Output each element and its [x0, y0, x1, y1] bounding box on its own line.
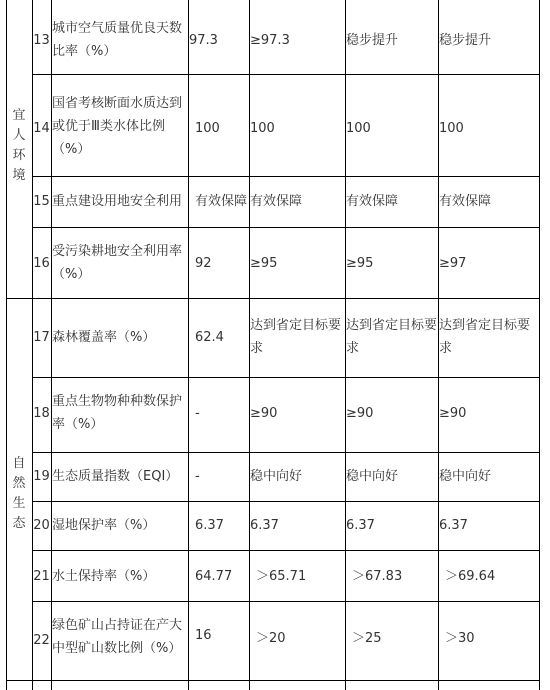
indicator-name	[52, 514, 202, 537]
indicator-name-line: 中型矿山数比例（%）	[52, 641, 182, 656]
category-char: 态	[12, 516, 26, 531]
row-number: 22	[33, 633, 50, 648]
category-char: 宜	[12, 108, 26, 123]
row-number: 18	[33, 406, 50, 421]
target-value-2: 100	[346, 121, 371, 136]
row-number: 15	[33, 194, 50, 209]
indicator-name-line: 国省考核断面水质达到	[52, 96, 183, 111]
indicator-name-line: （%）	[52, 267, 91, 282]
row-number: 17	[33, 330, 50, 345]
baseline-value: 64.77	[195, 569, 233, 584]
row-number: 21	[33, 569, 50, 584]
indicator-table	[6, 0, 540, 690]
target-value-2: ＞67.83	[352, 569, 403, 584]
indicator-name	[52, 565, 202, 588]
target-value-2: 稳中向好	[346, 469, 399, 484]
target-value-1: 达到省定目标要求	[250, 318, 342, 356]
grid-line	[32, 452, 540, 453]
indicator-name-line: 绿色矿山占持证在产大	[52, 618, 183, 633]
target-value-3: 稳步提升	[439, 33, 492, 48]
row-number: 16	[33, 256, 50, 271]
indicator-name	[52, 390, 202, 436]
indicator-name-line: 湿地保护率（%）	[52, 518, 156, 533]
indicator-name-line: 生态质量指数（EQI）	[52, 469, 179, 484]
grid-line	[32, 377, 540, 378]
indicator-name	[52, 326, 202, 349]
grid-line	[6, 298, 540, 299]
target-value-1: ＞65.71	[256, 569, 307, 584]
indicator-name	[52, 614, 202, 660]
grid-line	[6, 680, 540, 681]
target-value-3: ≥97	[439, 256, 467, 271]
baseline-value: 92	[195, 256, 212, 271]
category-char: 自	[12, 456, 26, 471]
indicator-name-line: 受污染耕地安全利用率	[52, 244, 183, 259]
target-value-2: 达到省定目标要求	[346, 318, 438, 356]
target-value-1: 100	[250, 121, 275, 136]
category-char: 生	[12, 496, 26, 511]
target-value-3: ＞30	[445, 631, 475, 646]
category-livable	[11, 106, 27, 186]
indicator-name-line: （%）	[52, 142, 91, 157]
target-value-2: 6.37	[346, 518, 375, 533]
baseline-value: 100	[195, 121, 220, 136]
target-value-3: 6.37	[439, 518, 468, 533]
grid-line	[32, 176, 540, 177]
baseline-value: 有效保障	[195, 194, 248, 209]
baseline-value: -	[195, 469, 200, 484]
baseline-value: 62.4	[195, 330, 224, 345]
target-value-2: 有效保障	[346, 194, 399, 209]
indicator-name-line: 或优于Ⅲ类水体比例	[52, 119, 165, 134]
target-value-1: 稳中向好	[250, 469, 303, 484]
baseline-value: 16	[195, 628, 212, 643]
target-value-2: ≥90	[346, 406, 374, 421]
indicator-name	[52, 92, 202, 161]
target-value-1: ≥97.3	[250, 33, 290, 48]
target-value-3: 达到省定目标要求	[439, 318, 531, 356]
target-value-3: 稳中向好	[439, 469, 492, 484]
row-number: 14	[33, 121, 50, 136]
target-value-1: 有效保障	[250, 194, 303, 209]
target-value-3: 有效保障	[439, 194, 492, 209]
category-char: 环	[12, 148, 26, 163]
indicator-name-line: 比率（%）	[52, 44, 117, 59]
target-value-3: ＞69.64	[445, 569, 496, 584]
grid-line	[6, 0, 7, 690]
baseline-value: 97.3	[189, 33, 218, 48]
grid-line	[32, 550, 540, 551]
category-char: 境	[12, 168, 26, 183]
grid-line	[32, 501, 540, 502]
target-value-1: ≥90	[250, 406, 278, 421]
indicator-name	[52, 240, 202, 286]
indicator-name	[52, 17, 202, 63]
grid-line	[32, 74, 540, 75]
indicator-name	[52, 190, 202, 213]
grid-line	[539, 0, 540, 690]
indicator-name-line: 城市空气质量优良天数	[52, 21, 183, 36]
target-value-3: 100	[439, 121, 464, 136]
target-value-2: 稳步提升	[346, 33, 399, 48]
indicator-name-line: 率（%）	[52, 417, 104, 432]
indicator-name-line: 重点生物物种种数保护	[52, 394, 183, 409]
target-value-1: ≥95	[250, 256, 278, 271]
indicator-name-line: 森林覆盖率（%）	[52, 330, 156, 345]
target-value-3: ≥90	[439, 406, 467, 421]
baseline-value: -	[195, 406, 200, 421]
indicator-name	[52, 465, 202, 488]
row-number: 20	[33, 518, 50, 533]
grid-line	[32, 227, 540, 228]
grid-line	[32, 601, 540, 602]
category-char: 然	[12, 476, 26, 491]
baseline-value: 6.37	[195, 518, 224, 533]
indicator-name-line: 水土保持率（%）	[52, 569, 156, 584]
target-value-1: ＞20	[256, 631, 286, 646]
target-value-1: 6.37	[250, 518, 279, 533]
category-char: 人	[12, 128, 26, 143]
indicator-name-line: 重点建设用地安全利用	[52, 194, 183, 209]
category-nature	[11, 454, 27, 534]
row-number: 13	[33, 33, 50, 48]
row-number: 19	[33, 469, 50, 484]
target-value-2: ≥95	[346, 256, 374, 271]
target-value-2: ＞25	[352, 631, 382, 646]
